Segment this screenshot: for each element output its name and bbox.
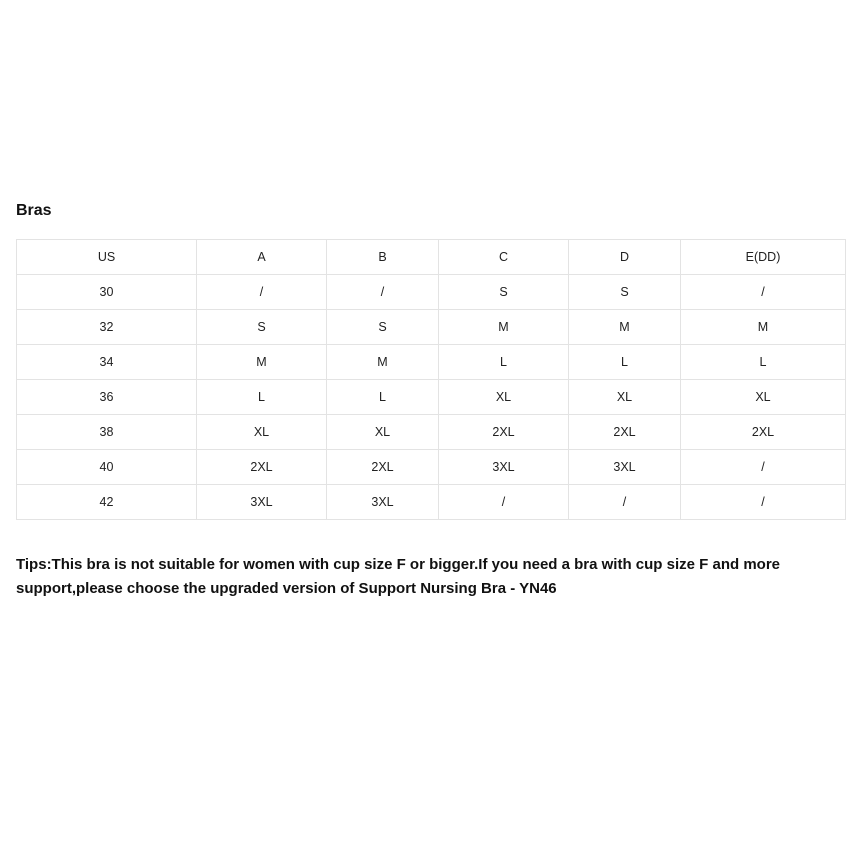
table-cell: XL (197, 415, 327, 450)
table-cell: 36 (17, 380, 197, 415)
table-cell: 30 (17, 275, 197, 310)
table-cell: L (197, 380, 327, 415)
table-cell: 32 (17, 310, 197, 345)
table-cell: L (439, 345, 569, 380)
size-chart-table (16, 239, 846, 520)
table-cell: M (569, 310, 681, 345)
table-cell: L (569, 345, 681, 380)
table-row (17, 380, 846, 415)
table-cell: S (569, 275, 681, 310)
table-cell: S (327, 310, 439, 345)
table-row (17, 450, 846, 485)
table-row (17, 275, 846, 310)
table-cell: 3XL (197, 485, 327, 520)
header-cell-a: A (197, 240, 327, 275)
table-cell: / (681, 275, 846, 310)
table-cell: / (439, 485, 569, 520)
table-cell: / (197, 275, 327, 310)
table-cell: XL (327, 415, 439, 450)
table-cell: XL (439, 380, 569, 415)
table-cell: 40 (17, 450, 197, 485)
table-cell: 34 (17, 345, 197, 380)
table-cell: 2XL (197, 450, 327, 485)
table-row (17, 485, 846, 520)
table-cell: / (681, 485, 846, 520)
table-cell: XL (569, 380, 681, 415)
header-cell-d: D (569, 240, 681, 275)
table-cell: / (327, 275, 439, 310)
table-cell: / (569, 485, 681, 520)
table-cell: S (439, 275, 569, 310)
tips-note: Tips:This bra is not suitable for women with cup size F or bigger.If you need a bra with cup size F and more support,please choose the upgraded version of Support Nursing Bra - YN46 (16, 556, 780, 597)
table-cell: 2XL (681, 415, 846, 450)
table-cell: S (197, 310, 327, 345)
table-cell: 3XL (569, 450, 681, 485)
table-row (17, 310, 846, 345)
table-cell: M (439, 310, 569, 345)
table-cell: 3XL (327, 485, 439, 520)
header-cell-e-dd: E(DD) (681, 240, 846, 275)
table-cell: 42 (17, 485, 197, 520)
table-cell: L (681, 345, 846, 380)
table-row (17, 415, 846, 450)
table-cell: M (327, 345, 439, 380)
table-cell: / (681, 450, 846, 485)
section-title: Bras (16, 202, 52, 219)
header-cell-us: US (17, 240, 197, 275)
header-cell-c: C (439, 240, 569, 275)
table-cell: 2XL (439, 415, 569, 450)
table-cell: 2XL (569, 415, 681, 450)
table-cell: M (197, 345, 327, 380)
table-header-row (17, 240, 846, 275)
table-cell: M (681, 310, 846, 345)
table-cell: XL (681, 380, 846, 415)
header-cell-b: B (327, 240, 439, 275)
table-row (17, 345, 846, 380)
table-cell: 2XL (327, 450, 439, 485)
table-cell: 38 (17, 415, 197, 450)
table-cell: L (327, 380, 439, 415)
table-cell: 3XL (439, 450, 569, 485)
